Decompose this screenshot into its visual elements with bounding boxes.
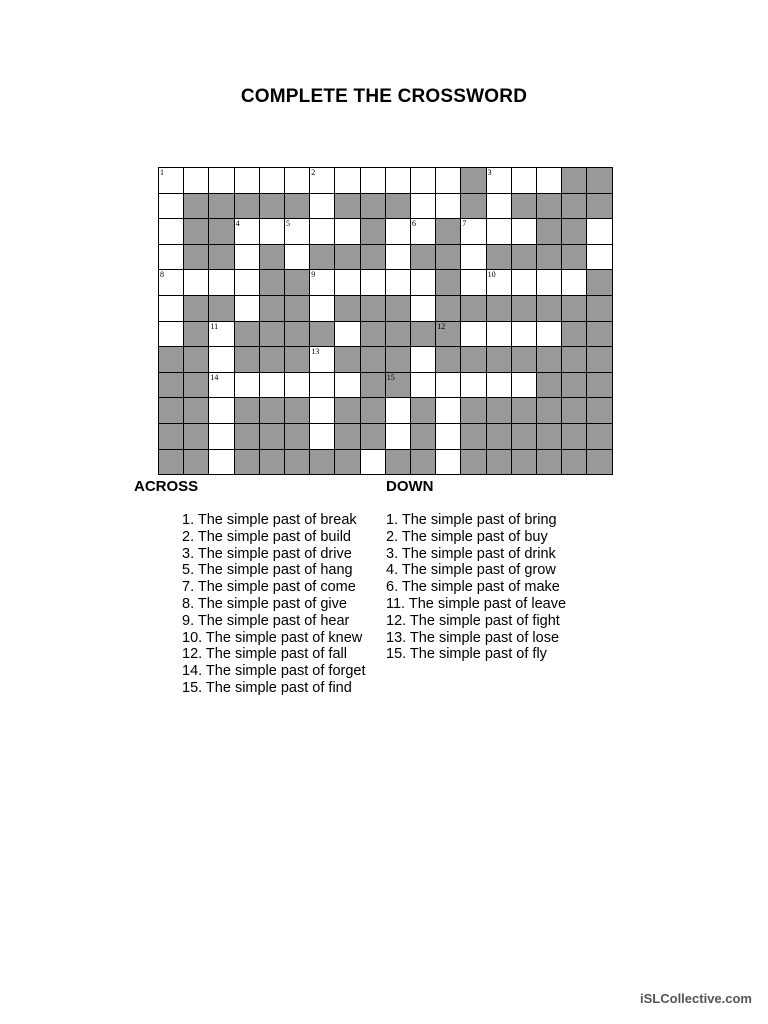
- grid-cell-blocked: [183, 321, 209, 348]
- down-clue: 6. The simple past of make: [386, 579, 560, 596]
- grid-cell-open[interactable]: [486, 372, 512, 399]
- grid-cell-blocked: [208, 218, 234, 245]
- across-clue: 8. The simple past of give: [182, 595, 347, 612]
- grid-cell-open[interactable]: [183, 167, 209, 194]
- grid-cell-open[interactable]: [511, 167, 537, 194]
- grid-cell-open[interactable]: [561, 269, 587, 296]
- clue-number: 5: [286, 219, 290, 229]
- down-clue-list: [386, 512, 566, 663]
- grid-cell-open[interactable]: [208, 269, 234, 296]
- grid-cell-blocked: [183, 218, 209, 245]
- grid-cell-blocked: [284, 269, 310, 296]
- grid-cell-blocked: [511, 193, 537, 220]
- grid-cell-blocked: [561, 372, 587, 399]
- grid-cell-blocked: [435, 346, 461, 373]
- grid-cell-blocked: [234, 321, 260, 348]
- grid-cell-blocked: [410, 449, 436, 476]
- across-clue: 14. The simple past of forget: [182, 663, 366, 680]
- grid-cell-blocked: [385, 193, 411, 220]
- down-clue: 2. The simple past of buy: [386, 528, 548, 545]
- grid-cell-open[interactable]: [460, 372, 486, 399]
- grid-cell-blocked: [360, 321, 386, 348]
- grid-cell-blocked: [536, 295, 562, 322]
- grid-cell-open[interactable]: [486, 269, 512, 296]
- grid-cell-open[interactable]: [460, 269, 486, 296]
- grid-cell-blocked: [259, 269, 285, 296]
- grid-cell-open[interactable]: [511, 321, 537, 348]
- grid-cell-blocked: [410, 321, 436, 348]
- grid-cell-blocked: [334, 346, 360, 373]
- grid-cell-open[interactable]: [208, 372, 234, 399]
- clue-number: 8: [160, 270, 164, 280]
- across-clue: 7. The simple past of come: [182, 579, 356, 596]
- down-clue: 13. The simple past of lose: [386, 629, 560, 646]
- across-clue-list: [182, 512, 366, 697]
- grid-cell-blocked: [158, 346, 184, 373]
- grid-cell-blocked: [435, 218, 461, 245]
- grid-cell-open[interactable]: [158, 193, 184, 220]
- grid-cell-open[interactable]: [208, 167, 234, 194]
- grid-cell-open[interactable]: [435, 167, 461, 194]
- grid-cell-open[interactable]: [385, 269, 411, 296]
- grid-cell-open[interactable]: [309, 295, 335, 322]
- grid-cell-blocked: [486, 423, 512, 450]
- grid-cell-blocked: [586, 269, 612, 296]
- grid-cell-blocked: [561, 449, 587, 476]
- grid-cell-blocked: [259, 321, 285, 348]
- grid-cell-blocked: [460, 346, 486, 373]
- grid-cell-blocked: [460, 295, 486, 322]
- grid-cell-open[interactable]: [410, 269, 436, 296]
- grid-cell-blocked: [435, 244, 461, 271]
- grid-cell-open[interactable]: [309, 218, 335, 245]
- clue-number: 13: [311, 347, 320, 357]
- grid-cell-blocked: [586, 321, 612, 348]
- grid-cell-blocked: [561, 167, 587, 194]
- clue-number: 2: [311, 168, 316, 177]
- grid-cell-blocked: [511, 346, 537, 373]
- grid-cell-open[interactable]: [334, 218, 360, 245]
- grid-cell-blocked: [234, 346, 260, 373]
- grid-cell-open[interactable]: [511, 372, 537, 399]
- grid-cell-blocked: [385, 449, 411, 476]
- grid-cell-open[interactable]: [234, 372, 260, 399]
- grid-cell-open[interactable]: [309, 193, 335, 220]
- grid-cell-blocked: [360, 295, 386, 322]
- grid-cell-blocked: [183, 423, 209, 450]
- grid-cell-open[interactable]: [309, 167, 335, 194]
- grid-cell-blocked: [385, 321, 411, 348]
- grid-cell-open[interactable]: [208, 321, 234, 348]
- grid-cell-blocked: [284, 397, 310, 424]
- grid-cell-blocked: [511, 423, 537, 450]
- grid-cell-blocked: [284, 321, 310, 348]
- across-clue: 5. The simple past of hang: [182, 562, 353, 579]
- grid-cell-blocked: [309, 244, 335, 271]
- grid-cell-open[interactable]: [309, 372, 335, 399]
- grid-cell-blocked: [259, 244, 285, 271]
- grid-cell-blocked: [460, 397, 486, 424]
- grid-cell-blocked: [334, 193, 360, 220]
- grid-cell-open[interactable]: [234, 244, 260, 271]
- grid-cell-open[interactable]: [309, 346, 335, 373]
- grid-cell-blocked: [486, 295, 512, 322]
- grid-cell-open[interactable]: [309, 423, 335, 450]
- grid-cell-blocked: [561, 218, 587, 245]
- grid-cell-open[interactable]: [234, 167, 260, 194]
- grid-cell-blocked: [385, 372, 411, 399]
- grid-cell-blocked: [385, 295, 411, 322]
- grid-cell-open[interactable]: [360, 449, 386, 476]
- grid-cell-open[interactable]: [536, 269, 562, 296]
- grid-cell-open[interactable]: [208, 449, 234, 476]
- grid-cell-open[interactable]: [385, 397, 411, 424]
- clue-number: 3: [487, 168, 492, 177]
- grid-cell-open[interactable]: [486, 218, 512, 245]
- grid-cell-open[interactable]: [360, 269, 386, 296]
- grid-cell-blocked: [158, 397, 184, 424]
- down-clue: 11. The simple past of leave: [386, 595, 567, 612]
- grid-cell-open[interactable]: [284, 244, 310, 271]
- grid-cell-blocked: [259, 397, 285, 424]
- grid-cell-open[interactable]: [410, 193, 436, 220]
- grid-cell-blocked: [334, 423, 360, 450]
- grid-cell-open[interactable]: [334, 372, 360, 399]
- grid-cell-open[interactable]: [460, 218, 486, 245]
- grid-cell-open[interactable]: [208, 397, 234, 424]
- grid-cell-blocked: [183, 295, 209, 322]
- grid-cell-blocked: [234, 193, 260, 220]
- grid-cell-blocked: [284, 193, 310, 220]
- grid-cell-blocked: [183, 193, 209, 220]
- across-clue: 1. The simple past of break: [182, 512, 357, 528]
- grid-cell-blocked: [586, 193, 612, 220]
- grid-cell-blocked: [334, 397, 360, 424]
- grid-cell-open[interactable]: [360, 167, 386, 194]
- grid-cell-blocked: [208, 295, 234, 322]
- grid-cell-blocked: [410, 244, 436, 271]
- grid-cell-blocked: [360, 218, 386, 245]
- grid-cell-blocked: [234, 449, 260, 476]
- grid-cell-blocked: [158, 372, 184, 399]
- grid-cell-open[interactable]: [586, 244, 612, 271]
- down-clue: 15. The simple past of fly: [386, 646, 547, 663]
- grid-cell-blocked: [586, 449, 612, 476]
- grid-cell-blocked: [259, 193, 285, 220]
- grid-cell-blocked: [586, 372, 612, 399]
- grid-cell-blocked: [208, 244, 234, 271]
- grid-cell-blocked: [460, 449, 486, 476]
- grid-cell-open[interactable]: [284, 218, 310, 245]
- grid-cell-open[interactable]: [284, 167, 310, 194]
- grid-cell-blocked: [460, 167, 486, 194]
- grid-cell-open[interactable]: [234, 269, 260, 296]
- across-clue: 12. The simple past of fall: [182, 646, 347, 663]
- grid-cell-blocked: [360, 346, 386, 373]
- page-title: COMPLETE THE CROSSWORD: [240, 86, 528, 107]
- grid-cell-blocked: [259, 295, 285, 322]
- grid-cell-blocked: [158, 449, 184, 476]
- down-clue: 12. The simple past of fight: [386, 612, 560, 629]
- grid-cell-blocked: [259, 449, 285, 476]
- grid-cell-blocked: [259, 346, 285, 373]
- clue-number: 14: [210, 372, 219, 382]
- grid-cell-blocked: [561, 193, 587, 220]
- grid-cell-open[interactable]: [410, 295, 436, 322]
- grid-cell-blocked: [183, 372, 209, 399]
- grid-cell-blocked: [586, 295, 612, 322]
- clue-number: 12: [437, 321, 446, 331]
- grid-cell-blocked: [511, 244, 537, 271]
- across-clue: 9. The simple past of hear: [182, 612, 350, 629]
- clue-number: 4: [235, 219, 240, 229]
- grid-cell-blocked: [536, 423, 562, 450]
- grid-cell-blocked: [234, 423, 260, 450]
- grid-cell-open[interactable]: [536, 321, 562, 348]
- grid-cell-open[interactable]: [334, 269, 360, 296]
- grid-cell-blocked: [561, 295, 587, 322]
- grid-cell-blocked: [435, 295, 461, 322]
- grid-cell-open[interactable]: [435, 372, 461, 399]
- grid-cell-blocked: [536, 244, 562, 271]
- grid-cell-open[interactable]: [208, 346, 234, 373]
- grid-cell-blocked: [284, 449, 310, 476]
- grid-cell-open[interactable]: [158, 167, 184, 194]
- grid-cell-blocked: [486, 397, 512, 424]
- grid-cell-blocked: [360, 244, 386, 271]
- down-heading: DOWN: [386, 478, 434, 495]
- grid-cell-open[interactable]: [410, 167, 436, 194]
- grid-cell-open[interactable]: [435, 449, 461, 476]
- grid-cell-blocked: [284, 423, 310, 450]
- down-clue: 3. The simple past of drink: [386, 545, 556, 562]
- grid-cell-blocked: [410, 423, 436, 450]
- grid-cell-open[interactable]: [435, 193, 461, 220]
- grid-cell-blocked: [536, 346, 562, 373]
- grid-cell-open[interactable]: [158, 218, 184, 245]
- grid-cell-blocked: [561, 244, 587, 271]
- across-clue: 3. The simple past of drive: [182, 545, 352, 562]
- grid-cell-open[interactable]: [410, 372, 436, 399]
- grid-cell-open[interactable]: [536, 167, 562, 194]
- grid-cell-open[interactable]: [486, 321, 512, 348]
- grid-cell-blocked: [586, 346, 612, 373]
- grid-cell-blocked: [536, 397, 562, 424]
- grid-cell-blocked: [334, 449, 360, 476]
- across-clue: 2. The simple past of build: [182, 528, 351, 545]
- grid-cell-blocked: [486, 346, 512, 373]
- grid-cell-open[interactable]: [259, 372, 285, 399]
- grid-cell-blocked: [536, 449, 562, 476]
- grid-cell-blocked: [511, 295, 537, 322]
- grid-cell-open[interactable]: [334, 167, 360, 194]
- clue-number: 11: [210, 321, 219, 331]
- across-clue: 10. The simple past of knew: [182, 629, 363, 646]
- grid-cell-blocked: [284, 295, 310, 322]
- grid-cell-blocked: [511, 397, 537, 424]
- grid-cell-open[interactable]: [284, 372, 310, 399]
- grid-cell-open[interactable]: [208, 423, 234, 450]
- clue-number: 6: [412, 219, 416, 229]
- grid-cell-open[interactable]: [158, 269, 184, 296]
- grid-cell-open[interactable]: [234, 218, 260, 245]
- clue-number: 9: [311, 270, 316, 280]
- grid-cell-blocked: [259, 423, 285, 450]
- grid-cell-open[interactable]: [259, 167, 285, 194]
- across-clue: 15. The simple past of find: [182, 679, 352, 696]
- grid-cell-open[interactable]: [385, 218, 411, 245]
- grid-cell-open[interactable]: [158, 321, 184, 348]
- clue-number: 1: [160, 168, 164, 177]
- grid-cell-open[interactable]: [410, 218, 436, 245]
- grid-cell-open[interactable]: [158, 295, 184, 322]
- grid-cell-blocked: [360, 193, 386, 220]
- grid-cell-blocked: [234, 397, 260, 424]
- grid-cell-blocked: [561, 397, 587, 424]
- grid-cell-open[interactable]: [511, 269, 537, 296]
- grid-cell-blocked: [586, 167, 612, 194]
- grid-cell-blocked: [561, 321, 587, 348]
- grid-cell-blocked: [511, 449, 537, 476]
- grid-cell-open[interactable]: [435, 423, 461, 450]
- grid-cell-blocked: [486, 449, 512, 476]
- grid-cell-blocked: [486, 244, 512, 271]
- grid-cell-blocked: [158, 423, 184, 450]
- grid-cell-open[interactable]: [586, 218, 612, 245]
- down-clue: 1. The simple past of bring: [386, 512, 557, 528]
- grid-cell-open[interactable]: [460, 321, 486, 348]
- crossword-grid: [158, 167, 611, 475]
- across-heading: ACROSS: [134, 478, 199, 495]
- grid-cell-open[interactable]: [234, 295, 260, 322]
- grid-cell-blocked: [536, 372, 562, 399]
- grid-cell-open[interactable]: [486, 167, 512, 194]
- grid-cell-open[interactable]: [309, 397, 335, 424]
- grid-cell-blocked: [309, 449, 335, 476]
- grid-cell-blocked: [435, 269, 461, 296]
- grid-cell-open[interactable]: [486, 193, 512, 220]
- grid-cell-blocked: [183, 449, 209, 476]
- grid-cell-open[interactable]: [158, 244, 184, 271]
- grid-cell-open[interactable]: [309, 269, 335, 296]
- grid-cell-open[interactable]: [385, 244, 411, 271]
- grid-cell-blocked: [309, 321, 335, 348]
- grid-cell-blocked: [460, 193, 486, 220]
- clue-number: 15: [386, 372, 395, 382]
- grid-cell-blocked: [334, 244, 360, 271]
- grid-cell-blocked: [586, 397, 612, 424]
- grid-cell-open[interactable]: [334, 321, 360, 348]
- site-watermark: iSLCollective.com: [640, 991, 752, 1006]
- clue-number: 7: [462, 219, 467, 229]
- grid-cell-blocked: [385, 346, 411, 373]
- grid-cell-blocked: [183, 397, 209, 424]
- clue-number: 10: [487, 270, 496, 280]
- grid-cell-blocked: [360, 372, 386, 399]
- grid-cell-blocked: [208, 193, 234, 220]
- grid-cell-blocked: [561, 346, 587, 373]
- down-clue: 4. The simple past of grow: [386, 562, 556, 579]
- grid-cell-blocked: [183, 244, 209, 271]
- grid-cell-blocked: [410, 397, 436, 424]
- grid-cell-blocked: [360, 423, 386, 450]
- grid-cell-blocked: [334, 295, 360, 322]
- grid-cell-open[interactable]: [183, 269, 209, 296]
- grid-cell-blocked: [360, 397, 386, 424]
- grid-cell-blocked: [586, 423, 612, 450]
- grid-cell-blocked: [460, 423, 486, 450]
- grid-cell-blocked: [435, 321, 461, 348]
- grid-cell-open[interactable]: [511, 218, 537, 245]
- grid-cell-blocked: [284, 346, 310, 373]
- grid-cell-open[interactable]: [435, 397, 461, 424]
- grid-cell-open[interactable]: [385, 423, 411, 450]
- grid-cell-blocked: [561, 423, 587, 450]
- grid-cell-blocked: [183, 346, 209, 373]
- grid-cell-blocked: [536, 193, 562, 220]
- grid-cell-open[interactable]: [259, 218, 285, 245]
- grid-cell-open[interactable]: [385, 167, 411, 194]
- grid-cell-open[interactable]: [410, 346, 436, 373]
- grid-cell-open[interactable]: [460, 244, 486, 271]
- grid-cell-blocked: [536, 218, 562, 245]
